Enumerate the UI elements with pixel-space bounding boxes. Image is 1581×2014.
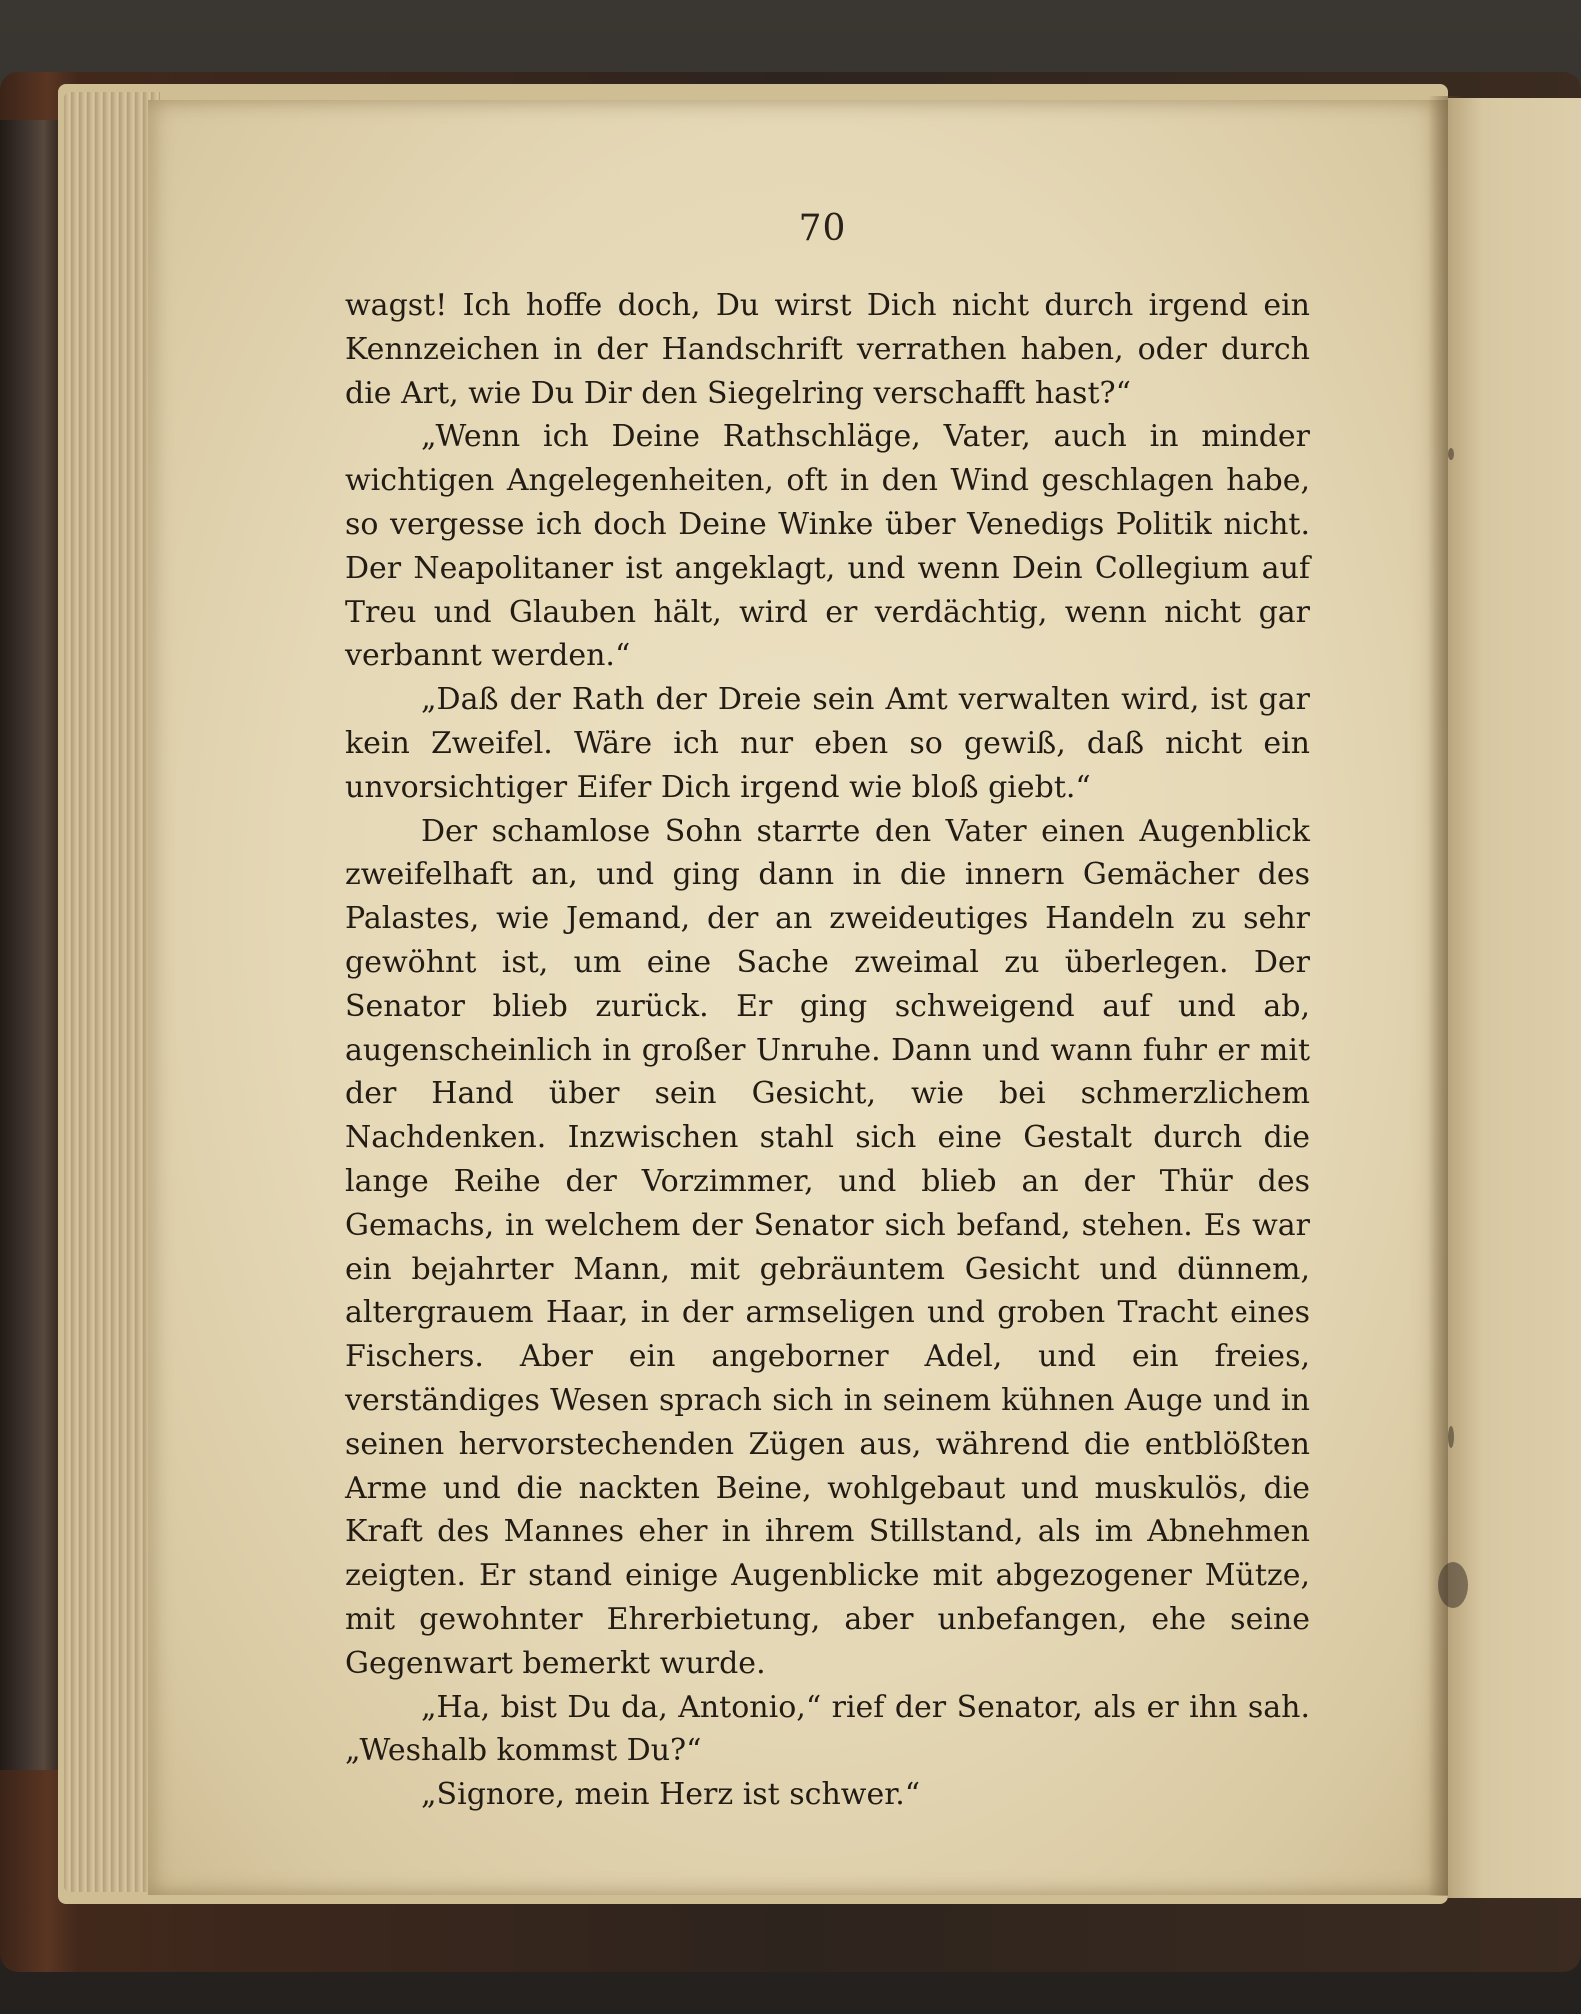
paragraph: wagst! Ich hoffe doch, Du wirst Dich nicht durch irgend ein Kennzeichen in der Handschrift verrathen haben, oder durch die Art, wie Du Dir den Siegelring verschafft hast?“	[345, 288, 1310, 411]
paragraph: Der schamlose Sohn starrte den Vater einen Augenblick zweifelhaft an, und ging dann in die innern Gemächer des Palastes, wie Jemand, der an zweideutiges Handeln zu sehr gewöhnt ist, um eine Sache zweimal zu überlegen. Der Senator blieb zurück. Er ging schweigend auf und ab, augenscheinlich in großer Unruhe. Dann und wann fuhr er mit der Hand über sein Gesicht, wie bei schmerzlichem Nachdenken. Inzwischen stahl sich eine Gestalt durch die lange Reihe der Vorzimmer, und blieb an der Thür des Gemachs, in welchem der Senator sich befand, stehen. Es war ein bejahrter Mann, mit gebräuntem Gesicht und dünnem, altergrauem Haar, in der armseligen und groben Tracht eines Fischers. Aber ein angeborner Adel, und ein freies, verständiges Wesen sprach sich in seinem kühnen Auge und in seinen hervorstechenden Zügen aus, während die entblößten Arme und die nackten Beine, wohlgebaut und muskulös, die Kraft des Mannes eher in ihrem Stillstand, als im Abnehmen zeigten. Er stand einige Augenblicke mit abgezogener Mütze, mit gewohnter Ehrerbietung, aber unbefangen, ehe seine Gegenwart bemerkt wurde.	[345, 813, 1310, 1681]
ink-speck	[1448, 1426, 1454, 1448]
ink-stain	[1438, 1562, 1468, 1608]
paragraph: „Daß der Rath der Dreie sein Amt verwalten wird, ist gar kein Zweifel. Wäre ich nur eben so gewiß, daß nicht ein unvorsichtiger Eifer Dich irgend wie bloß giebt.“	[345, 682, 1310, 805]
page-number: 70	[798, 208, 847, 249]
paragraph: „Wenn ich Deine Rathschläge, Vater, auch in minder wichtigen Angelegenheiten, oft in den Wind geschlagen habe, so vergesse ich doch Deine Winke über Venedigs Politik nicht. Der Neapolitaner ist angeklagt, und wenn Dein Collegium auf Treu und Glauben hält, wird er verdächtig, wenn nicht gar verbannt werden.“	[345, 419, 1310, 674]
ink-speck	[1448, 448, 1454, 460]
cover-worn-edge	[0, 120, 62, 1770]
paragraph: „Ha, bist Du da, Antonio,“ rief der Senator, als er ihn sah. „Weshalb kommst Du?“	[345, 1689, 1310, 1769]
paragraph: „Signore, mein Herz ist schwer.“	[421, 1777, 921, 1813]
body-text	[345, 284, 1310, 1817]
facing-page-edge	[1448, 98, 1581, 1898]
page-edges	[64, 92, 160, 1892]
